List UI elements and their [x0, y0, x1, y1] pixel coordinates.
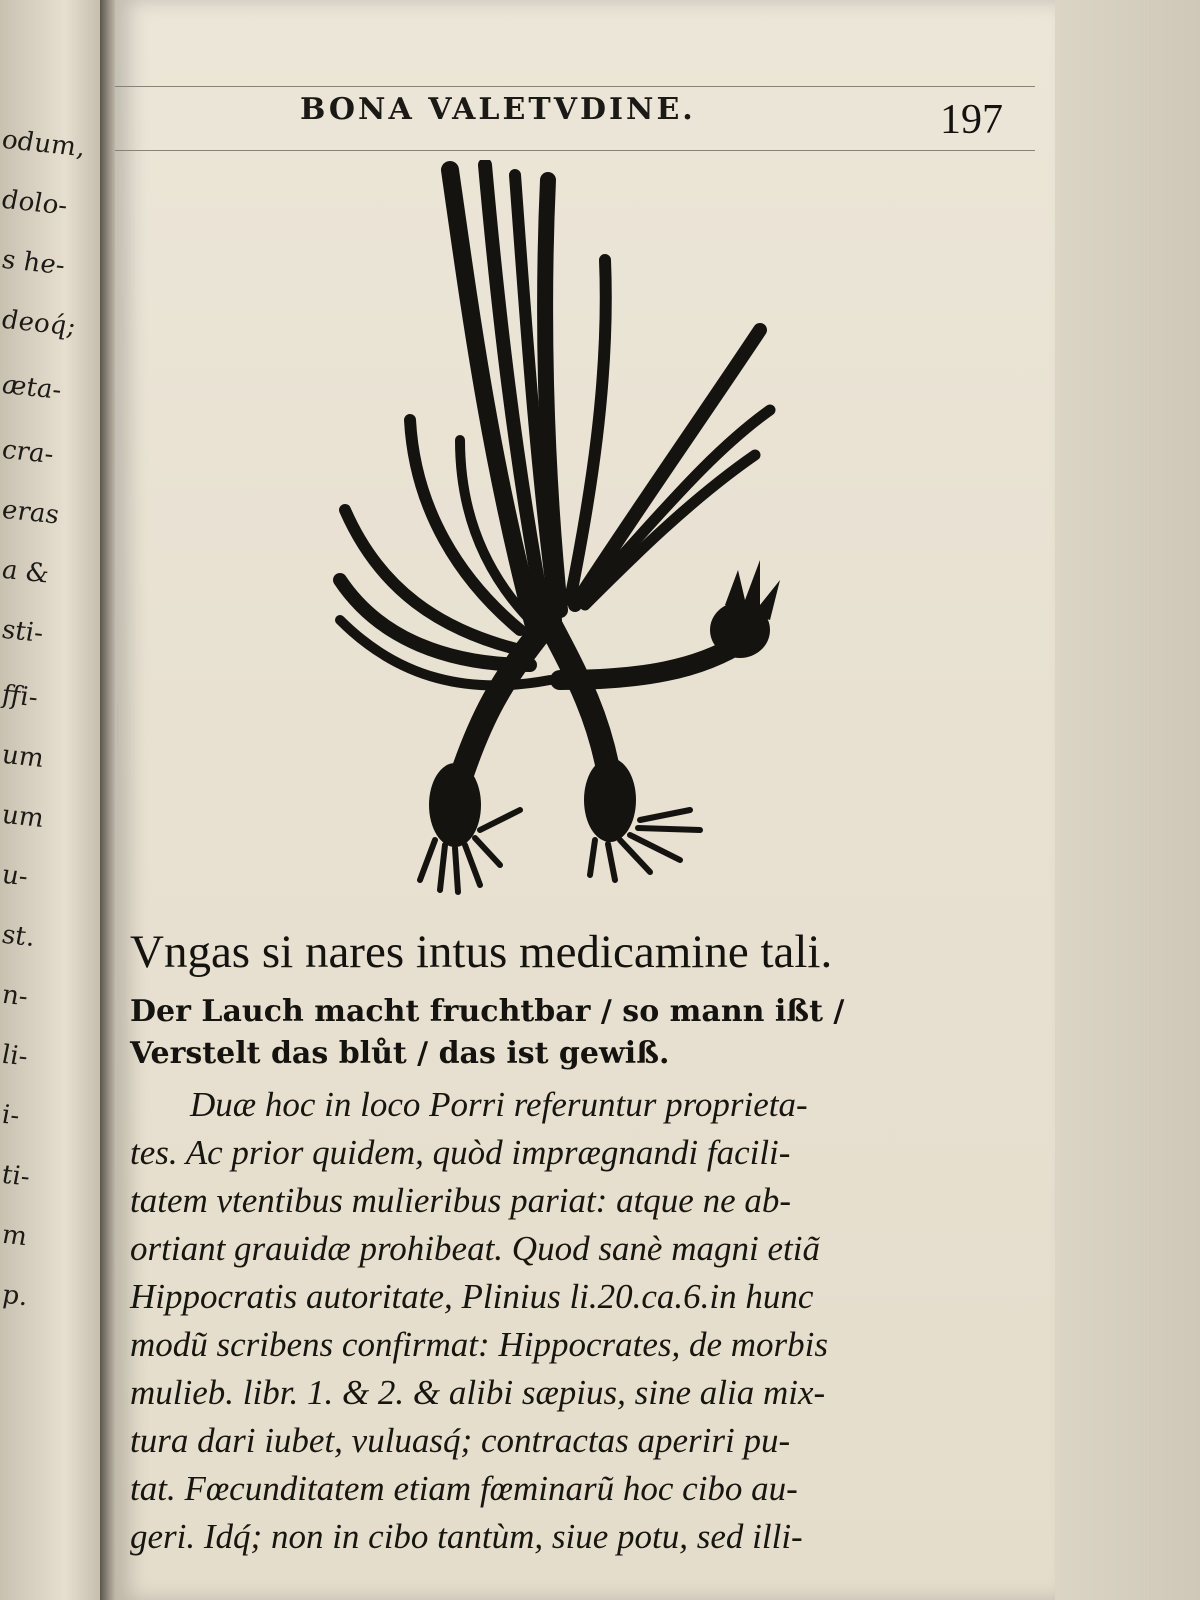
commentary-line: modũ scribens confirmat: Hippocrates, de morbis [130, 1325, 829, 1364]
background-surface [1040, 0, 1200, 1600]
left-page-fragment: odum, [2, 124, 84, 164]
left-page-fragment: u- [2, 859, 28, 893]
leek-woodcut-icon [320, 160, 800, 900]
commentary-line: tes. Ac prior quidem, quòd imprægnandi facili- [130, 1133, 791, 1172]
commentary-line: tatem vtentibus mulieribus pariat: atque ne ab- [130, 1181, 792, 1220]
commentary-line: Hippocratis autoritate, Plinius li.20.ca.6.in hunc [130, 1277, 814, 1316]
verse-latin: Vngas si nares intus medicamine tali. [130, 926, 833, 978]
left-page-fragment: sti- [2, 614, 43, 650]
commentary-line: tat. Fœcunditatem etiam fœminarũ hoc cibo au- [130, 1469, 798, 1508]
left-page-fragment: eras [2, 494, 59, 531]
left-page-fragment: n- [2, 979, 28, 1013]
verse-german-line-2: Verstelt das blůt / das ist gewiß. [130, 1036, 670, 1071]
left-page-fragment: dolo- [2, 184, 68, 222]
commentary-line: ortiant grauidæ prohibeat. Quod sanè magni etiã [130, 1229, 820, 1268]
left-page-fragment: a & [2, 554, 49, 590]
header-rule-top [115, 86, 1035, 87]
running-head: BONA VALETVDINE. [300, 92, 696, 127]
left-page-fragment: ffi- [2, 679, 38, 714]
header-rule-bottom [115, 150, 1035, 151]
commentary-line: mulieb. libr. 1. & 2. & alibi sæpius, sine alia mix- [130, 1373, 826, 1412]
left-page-fragment: um [2, 739, 44, 775]
left-page-fragment: i- [2, 1099, 20, 1132]
left-page-fragment: cra- [2, 434, 54, 471]
left-page [0, 0, 108, 1600]
commentary-line: geri. Idq́; non in cibo tantùm, siue potu, sed illi- [130, 1517, 803, 1556]
left-page-fragment: li- [2, 1039, 28, 1073]
left-page-fragment: ti- [2, 1159, 30, 1193]
page-number: 197 [940, 97, 1003, 143]
left-page-fragment: s he- [2, 244, 65, 282]
left-page-fragment: p. [2, 1279, 27, 1313]
verse-german-line-1: Der Lauch macht fruchtbar / so mann ißt / [130, 994, 845, 1029]
left-page-fragment: st. [2, 919, 35, 954]
commentary-line: tura dari iubet, vuluasq́; contractas aperiri pu- [130, 1421, 791, 1460]
left-page-fragment: æta- [2, 369, 62, 406]
left-page-fragment: um [2, 799, 44, 835]
commentary-line: Duæ hoc in loco Porri referuntur proprieta- [190, 1085, 808, 1124]
left-page-fragment: deoq́; [2, 304, 76, 343]
left-page-fragment: m [2, 1219, 27, 1253]
